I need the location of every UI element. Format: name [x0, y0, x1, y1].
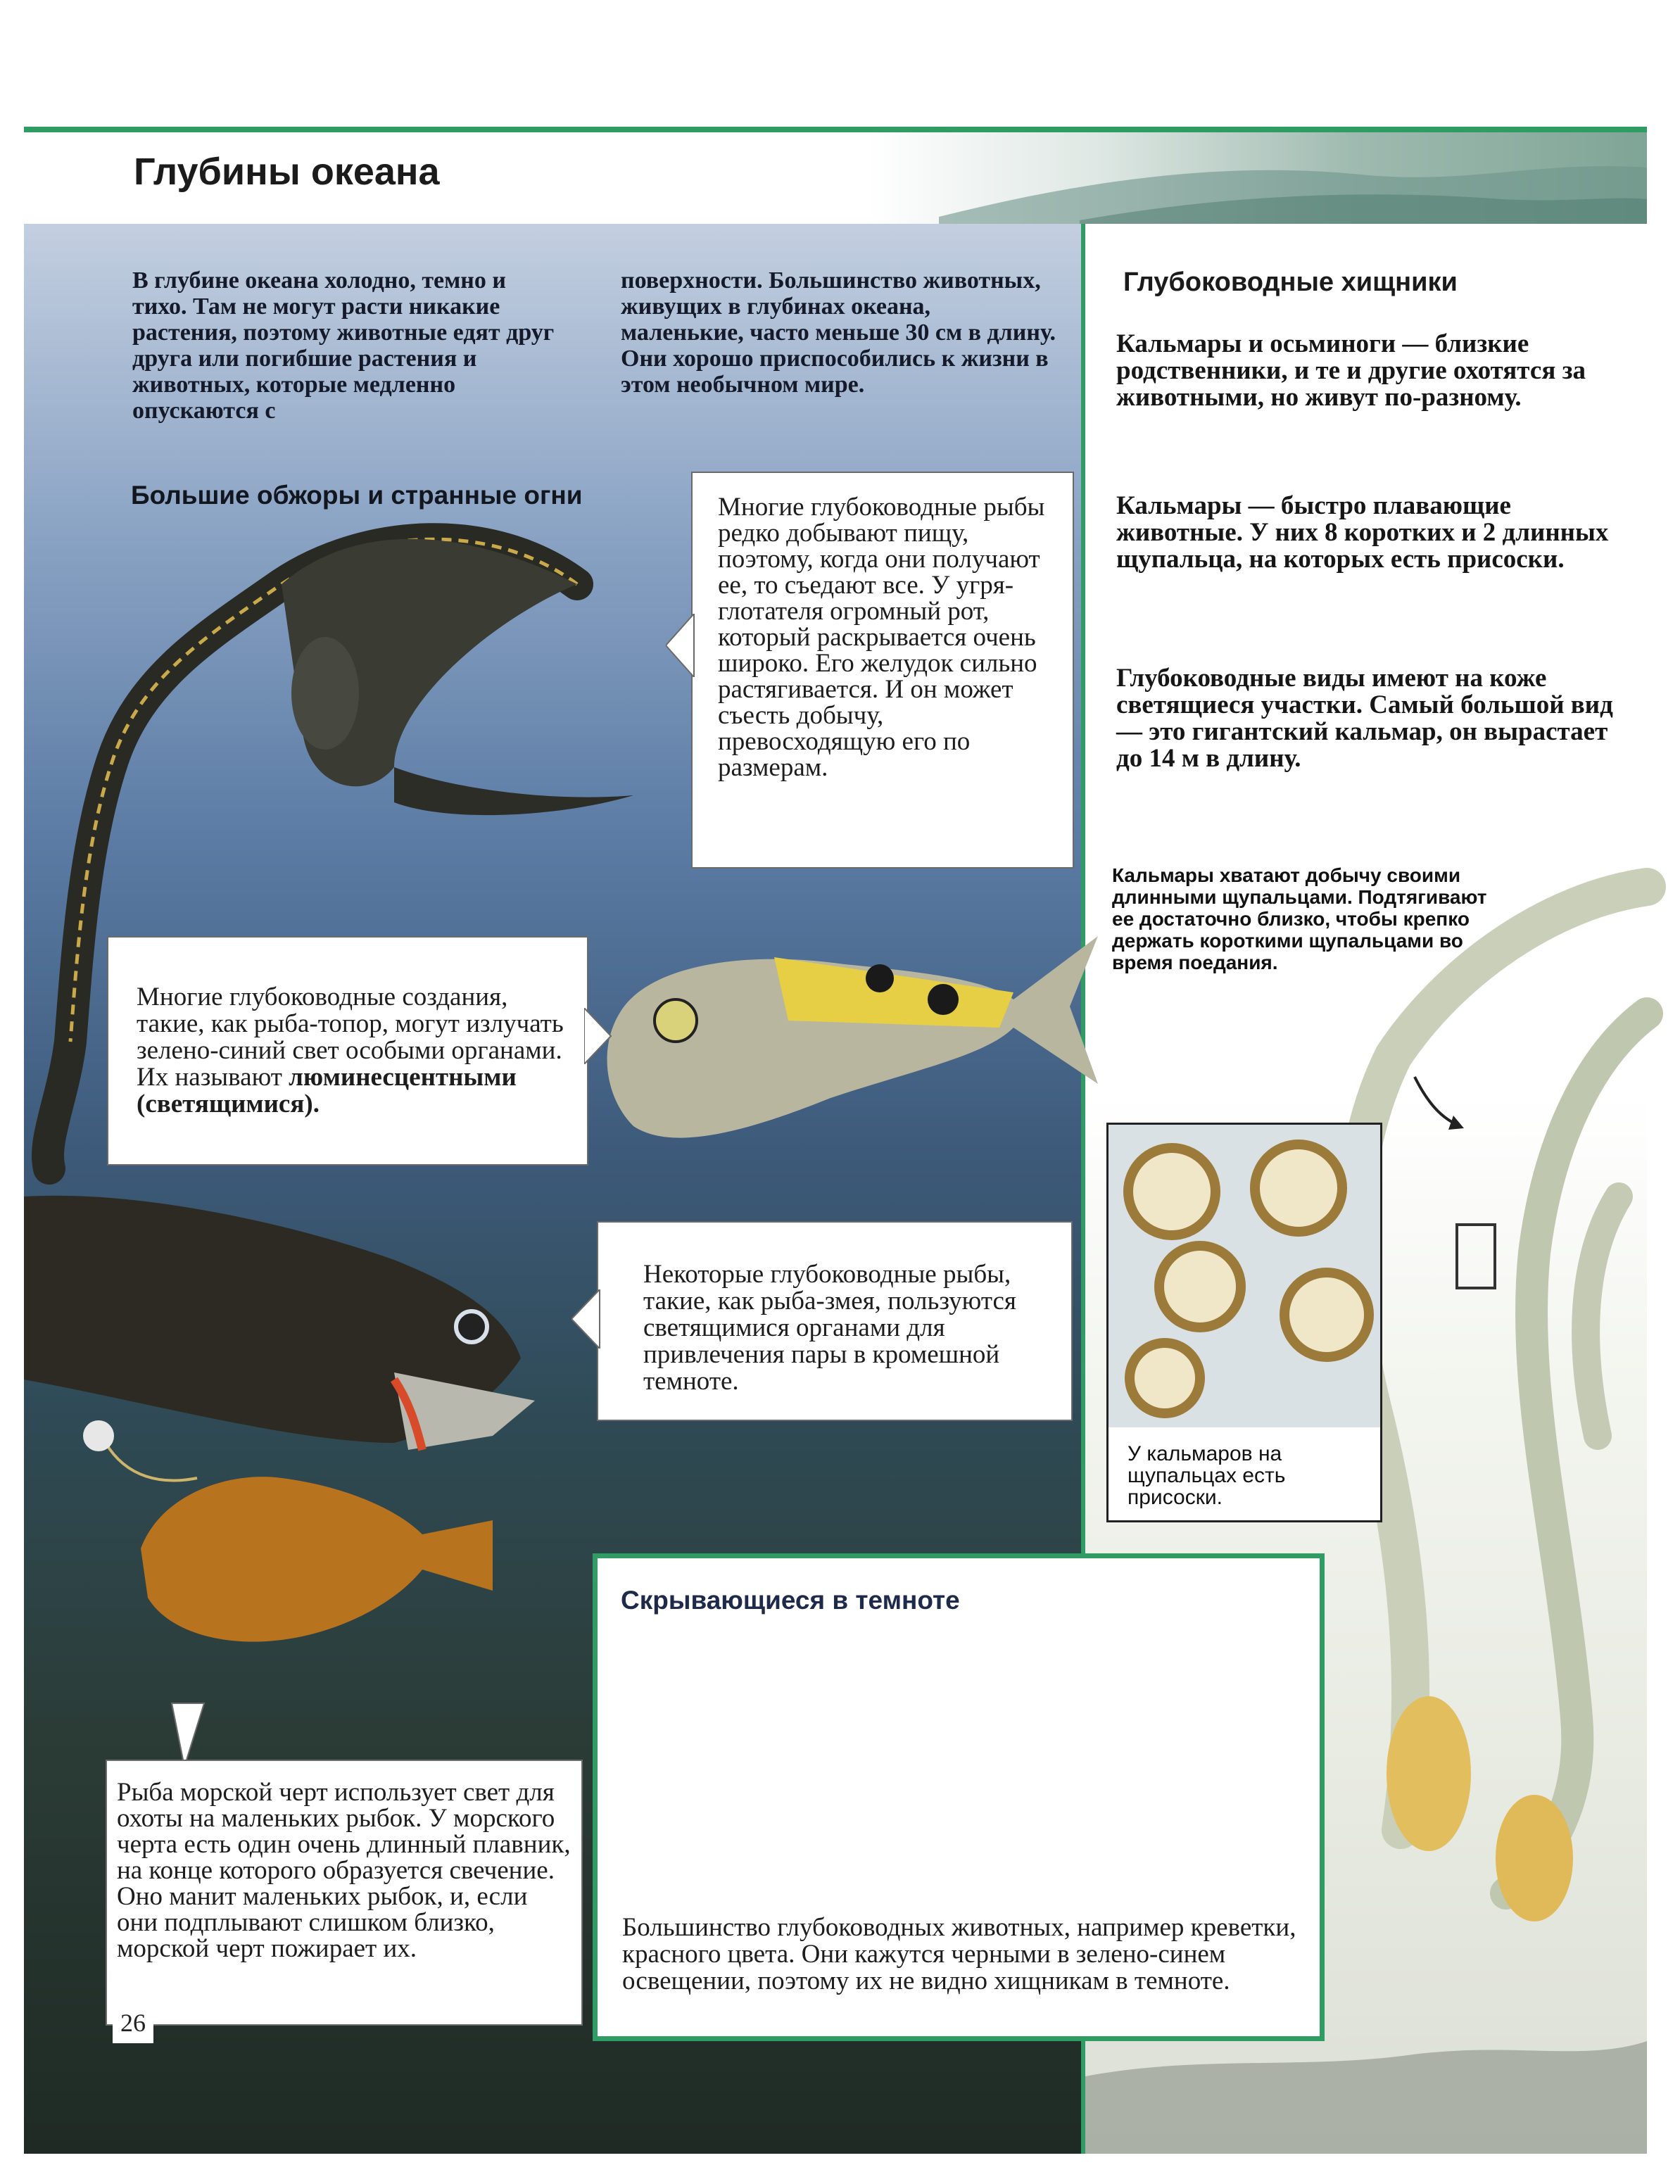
squid-grab-caption: Кальмары хватают добычу своими длинными щупальцами. Подтягивают ее достаточно близко, чтобы крепко держать короткими щупальцами во время поедания.: [1112, 864, 1487, 973]
gulper-eel-callout: [691, 472, 1074, 869]
giant-squid-tentacles-illustration: [1353, 887, 1647, 1921]
predators-paragraph-2: Кальмары — быстро плавающие животные. У них 8 коротких и 2 длинных щупальца, на которых есть присоски.: [1116, 491, 1609, 574]
viperfish-text: Некоторые глубоководные рыбы, такие, как рыба-змея, пользуются светящимися органами для привлечения пары в кромешной темноте.: [643, 1260, 1016, 1396]
page-number: 26: [113, 2002, 153, 2043]
predators-paragraph-3: Глубоководные виды имеют на коже светящиеся участки. Самый большой вид — это гигантский кальмар, он вырастает до 14 м в длину.: [1116, 664, 1613, 773]
predators-paragraph-1: Кальмары и осьминоги — близкие родственники, и те и другие охотятся за животными, но живут по-разному.: [1116, 329, 1586, 412]
anglerfish-illustration: [83, 1420, 493, 1642]
suckers-caption: У кальмаров на щупальцах есть присоски.: [1128, 1442, 1286, 1509]
anglerfish-text: Рыба морской черт использует свет для охоты на маленьких рыбок. У морского черта есть один очень длинный плавник, на конце которого образуется свечение. Оно манит маленьких рыбок, и, если они подплывают слишком близко, морской черт пожирает их.: [117, 1778, 571, 1963]
intro-column-2: поверхности. Большинство животных, живущих в глубинах океана, маленькие, часто меньше 30 см в длину. Они хорошо приспособились к жизни в этом необычном мире.: [621, 267, 1056, 398]
suckers-closeup-illustration: [1109, 1125, 1380, 1427]
section-heading-gluttons: Большие обжоры и странные огни: [131, 481, 583, 510]
hatchetfish-text: [137, 984, 580, 1118]
intro-column-1: В глубине океана холодно, темно и тихо. Там не могут расти никакие растения, поэтому животные едят друг друга или погибшие растения и животных, которые медленно опускаются с: [132, 267, 555, 424]
viperfish-illustration: [24, 1196, 535, 1450]
hatchetfish-text-bold: люминесцентными (светящимися).: [137, 1063, 517, 1118]
gulper-eel-text: Многие глубоководные рыбы редко добывают пищу, поэтому, когда они получают ее, то съедают все. У угря-глотателя огромный рот, который раскрывается очень широко. Его желудок сильно растягивается. И он может съесть добычу, превосходящую его по размерам.: [718, 493, 1045, 782]
viperfish-callout: [597, 1221, 1073, 1421]
page-title: Глубины океана: [134, 151, 440, 193]
hatchetfish-illustration: [607, 936, 1098, 1138]
hatchetfish-callout: [107, 936, 588, 1166]
hatchetfish-text-main: Многие глубоководные создания, такие, как рыба-топор, могут излучать зелено-синий свет особыми органами. Их называют: [137, 983, 564, 1092]
anglerfish-callout: [106, 1760, 583, 2026]
section-heading-hiding: Скрывающиеся в темноте: [621, 1586, 960, 1615]
hiding-text: Большинство глубоководных животных, например креветки, красного цвета. Они кажутся черными в зелено-синем освещении, поэтому их не видно хищникам в темноте.: [622, 1913, 1296, 1995]
section-heading-predators: Глубоководные хищники: [1123, 267, 1458, 297]
